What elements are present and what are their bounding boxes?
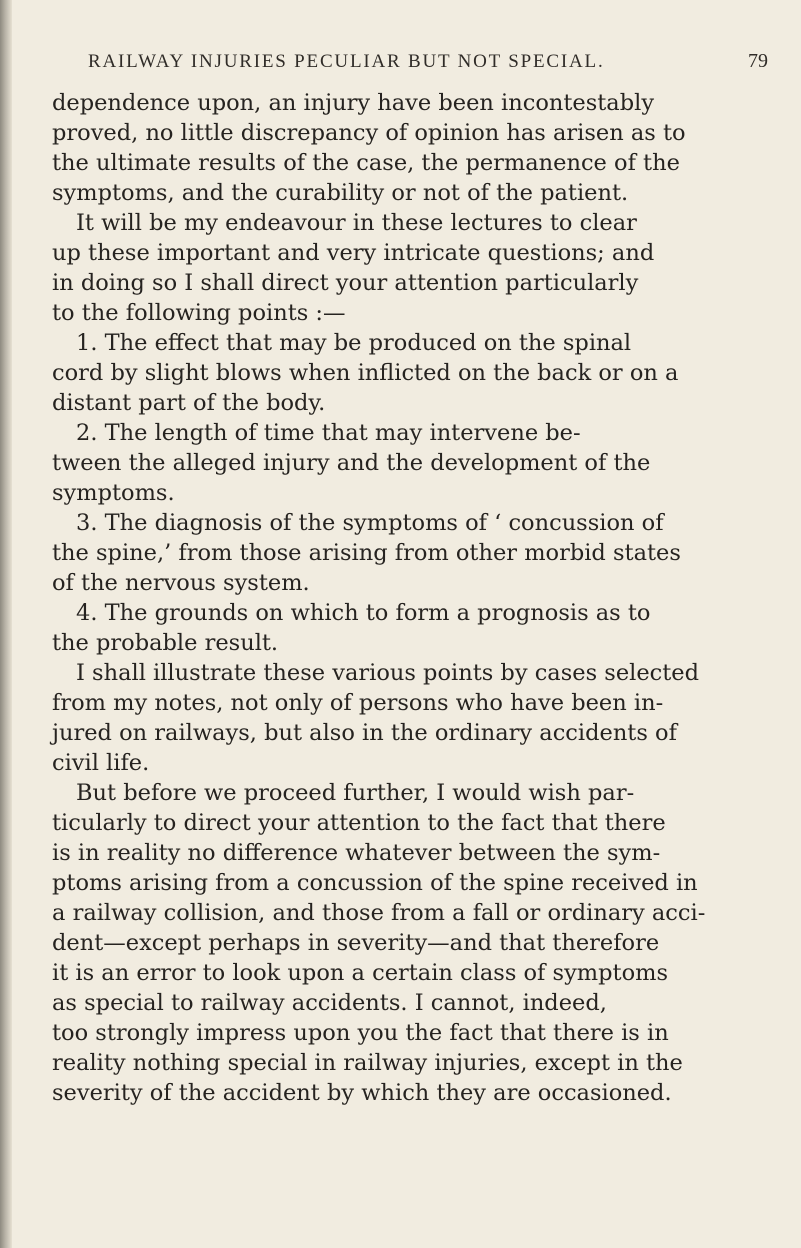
text-line: tween the alleged injury and the development of the (52, 450, 651, 476)
text-line: jured on railways, but also in the ordinary accidents of (52, 720, 677, 746)
text-line: the probable result. (52, 630, 279, 656)
text-line: ptoms arising from a concussion of the spine received in (52, 870, 698, 896)
text-line: is in reality no difference whatever between the sym- (52, 840, 661, 866)
text-line: 3. The diagnosis of the symptoms of ‘ concussion of (76, 510, 664, 536)
text-line: ticularly to direct your attention to the fact that there (52, 810, 666, 836)
text-line: of the nervous system. (52, 570, 310, 596)
text-line: civil life. (52, 750, 150, 776)
text-line: up these important and very intricate questions; and (52, 240, 655, 266)
text-line: dependence upon, an injury have been incontestably (52, 90, 655, 116)
body-text (52, 88, 772, 1108)
text-line: the ultimate results of the case, the permanence of the (52, 150, 680, 176)
text-line: as special to railway accidents. I cannot, indeed, (52, 990, 607, 1016)
text-line: to the following points :— (52, 300, 346, 326)
text-line: symptoms, and the curability or not of the patient. (52, 180, 629, 206)
text-line: It will be my endeavour in these lectures to clear (76, 210, 637, 236)
page-binding-edge (0, 0, 12, 1248)
text-line: severity of the accident by which they are occasioned. (52, 1080, 672, 1106)
text-line: it is an error to look upon a certain class of symptoms (52, 960, 669, 986)
text-line: 2. The length of time that may intervene be- (76, 420, 581, 446)
text-line: cord by slight blows when inflicted on the back or on a (52, 360, 679, 386)
page-header (88, 50, 768, 73)
text-line: distant part of the body. (52, 390, 326, 416)
text-line: the spine,’ from those arising from other morbid states (52, 540, 681, 566)
text-line: too strongly impress upon you the fact that there is in (52, 1020, 669, 1046)
text-line: in doing so I shall direct your attention particularly (52, 270, 639, 296)
text-line: from my notes, not only of persons who have been in- (52, 690, 664, 716)
running-head: RAILWAY INJURIES PECULIAR BUT NOT SPECIAL. (88, 51, 605, 72)
text-line: 1. The effect that may be produced on the spinal (76, 330, 632, 356)
page-number: 79 (748, 50, 768, 72)
text-line: 4. The grounds on which to form a prognosis as to (76, 600, 651, 626)
text-line: a railway collision, and those from a fall or ordinary acci- (52, 900, 706, 926)
text-line: dent—except perhaps in severity—and that therefore (52, 930, 660, 956)
text-line: symptoms. (52, 480, 175, 506)
text-line: proved, no little discrepancy of opinion has arisen as to (52, 120, 686, 146)
text-line: But before we proceed further, I would wish par- (76, 780, 635, 806)
text-line: reality nothing special in railway injuries, except in the (52, 1050, 683, 1076)
text-line: I shall illustrate these various points by cases selected (76, 660, 700, 686)
